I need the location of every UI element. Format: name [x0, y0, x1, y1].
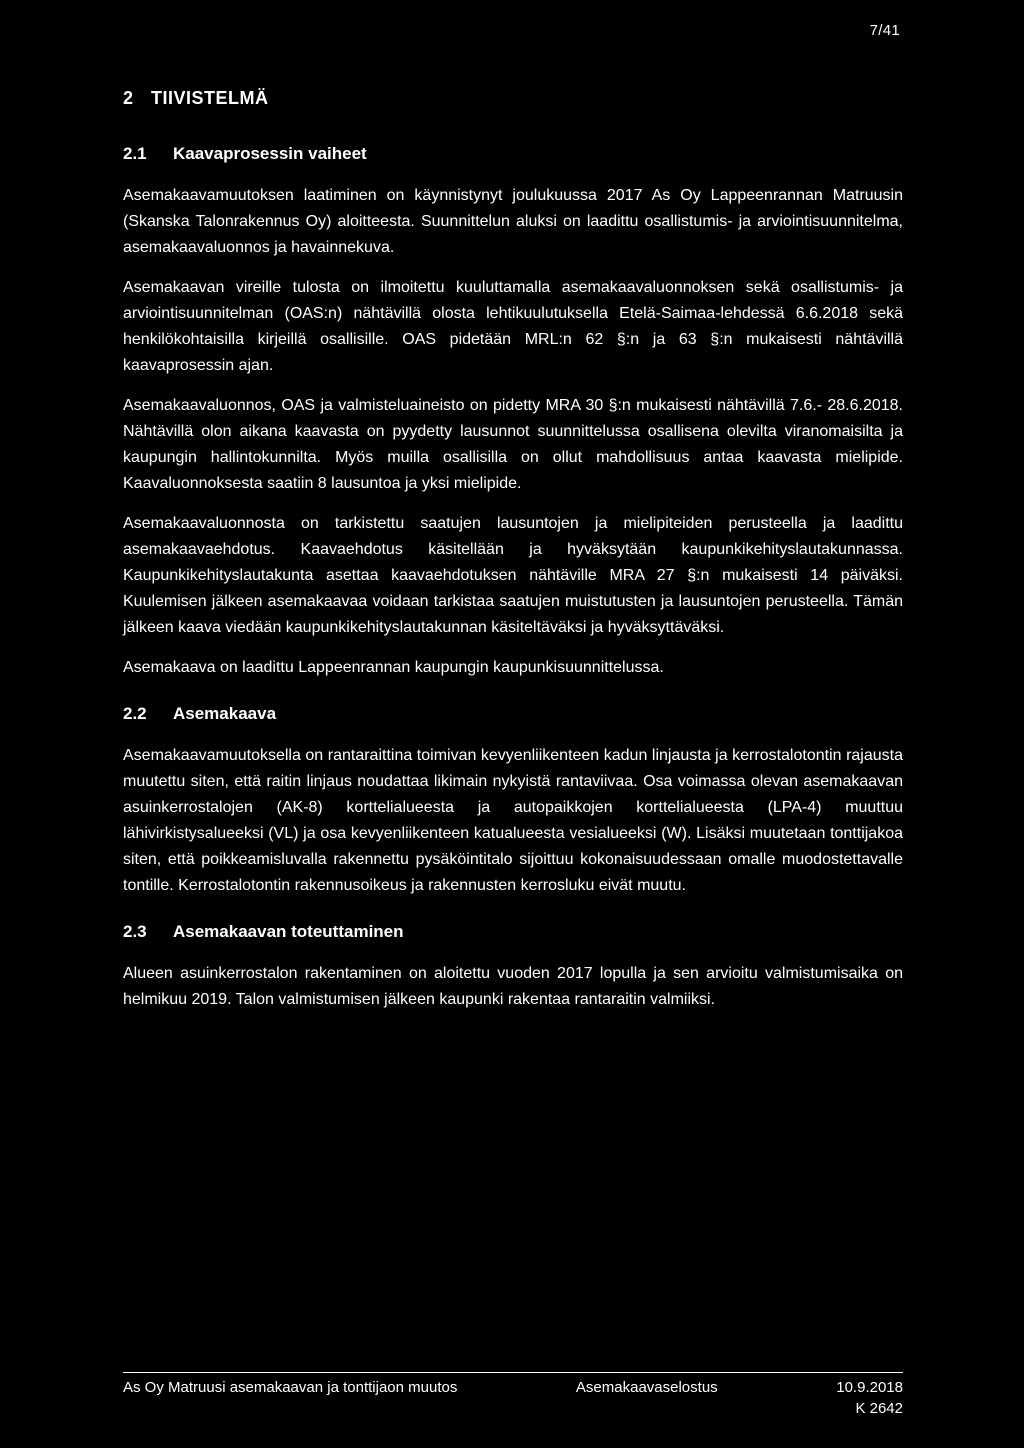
section-number: 2.2	[123, 704, 147, 723]
section-2-3	[123, 921, 903, 1013]
section-heading	[123, 143, 903, 165]
section-number: 2.3	[123, 922, 147, 941]
section-heading	[123, 703, 903, 725]
heading-title: TIIVISTELMÄ	[151, 88, 269, 108]
footer-date: 10.9.2018	[836, 1379, 903, 1396]
paragraph: Asemakaava on laadittu Lappeenrannan kaupungin kaupunkisuunnittelussa.	[123, 659, 664, 676]
section-title: Asemakaavan toteuttaminen	[173, 922, 404, 941]
heading-number: 2	[123, 88, 134, 108]
paragraph: Asemakaavamuutoksella on rantaraittina toimivan kevyenliikenteen kadun linjausta ja kerrostalotontin rajausta muutettu siten, että raitin linjaus noudattaa likimain nykyistä rantaviivaa. Osa voimassa olevan asemakaavan asuinkerrostalojen (AK-8) korttelialueesta ja autopaikkojen korttelialueesta (LPA-4) muuttuu lähivirkistysalueeksi (VL) ja osa kevyenliikenteen katualueesta vesialueeksi (W). Lisäksi muutetaan tonttijakoa siten, että poikkeamisluvalla rakennettu pysäköintitalo sijoittuu kokonaisuudessaan omalle muodostettavalle tontille. Kerrostalotontin rakennusoikeus ja rakennusten kerrosluku eivät muutu.	[123, 747, 903, 894]
section-2-2	[123, 703, 903, 899]
paragraph: Alueen asuinkerrostalon rakentaminen on aloitettu vuoden 2017 lopulla ja sen arvioitu valmistumisaika on helmikuu 2019. Talon valmistumisen jälkeen kaupunki rakentaa rantaraitin valmiiksi.	[123, 965, 903, 1008]
section-number: 2.1	[123, 144, 147, 163]
section-heading	[123, 921, 903, 943]
paragraph: Asemakaavamuutoksen laatiminen on käynnistynyt joulukuussa 2017 As Oy Lappeenrannan Matruusin (Skanska Talonrakennus Oy) aloitteesta. Suunnittelun aluksi on laadittu osallistumis- ja arviointisuunnitelma, asemakaavaluonnos ja havainnekuva.	[123, 187, 903, 256]
footer-code: K 2642	[855, 1400, 903, 1417]
paragraph: Asemakaavaluonnos, OAS ja valmisteluaineisto on pidetty MRA 30 §:n mukaisesti nähtävillä 7.6.- 28.6.2018. Nähtävillä olon aikana kaavasta on pyydetty lausunnot suunnittelussa osallisena olevilta viranomaisilta ja kaupungin hallintokunnilta. Myös muilla osallisilla on ollut mahdollisuus antaa kaavasta mielipide. Kaavaluonnoksesta saatiin 8 lausuntoa ja yksi mielipide.	[123, 397, 903, 492]
page-number: 7/41	[869, 22, 900, 39]
paragraph: Asemakaavan vireille tulosta on ilmoitettu kuuluttamalla asemakaavaluonnoksen sekä osallistumis- ja arviointisuunnitelman (OAS:n) nähtävillä olosta lehtikuulutuksella Etelä-Saimaa-lehdessä 6.6.2018 sekä henkilökohtaisilla kirjeillä osallisille. OAS pidetään MRL:n 62 §:n ja 63 §:n mukaisesti nähtävillä kaavaprosessin ajan.	[123, 279, 903, 374]
section-title: Kaavaprosessin vaiheet	[173, 144, 367, 163]
section-title: Asemakaava	[173, 704, 277, 723]
section-2-1	[123, 143, 903, 681]
footer-row	[123, 1373, 903, 1396]
document-body	[123, 88, 903, 1027]
main-heading	[123, 88, 903, 109]
page-footer	[123, 1372, 903, 1417]
footer-doc-type: Asemakaavaselostus	[575, 1379, 718, 1396]
paragraph: Asemakaavaluonnosta on tarkistettu saatujen lausuntojen ja mielipiteiden perusteella ja laadittu asemakaavaehdotus. Kaavaehdotus käsitellään ja hyväksytään kaupunkikehityslautakunnassa. Kaupunkikehityslautakunta asettaa kaavaehdotuksen nähtäville MRA 27 §:n mukaisesti 14 päiväksi. Kuulemisen jälkeen asemakaavaa voidaan tarkistaa saatujen muistutusten ja lausuntojen perusteella. Tämän jälkeen kaava viedään kaupunkikehityslautakunnan käsiteltäväksi ja hyväksyttäväksi.	[123, 515, 903, 636]
footer-title: As Oy Matruusi asemakaavan ja tonttijaon muutos	[123, 1379, 458, 1396]
